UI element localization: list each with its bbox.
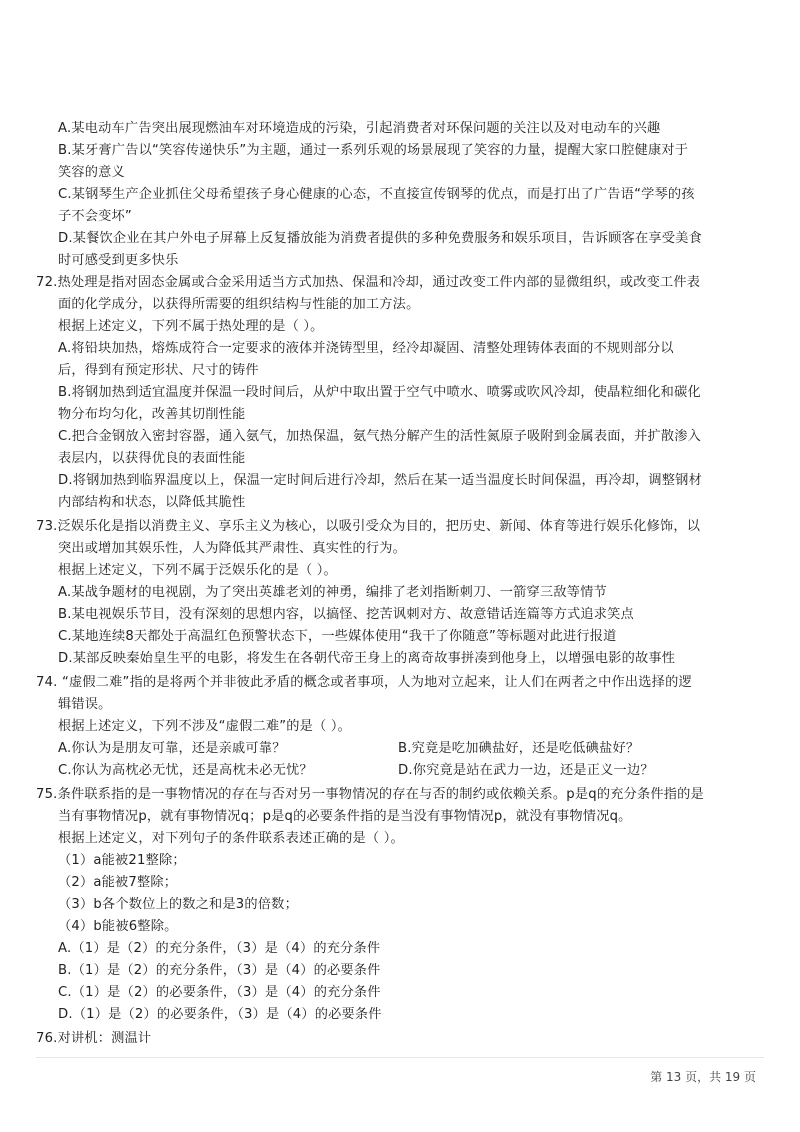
q74-option-b: B.究竟是吃加碘盐好，还是吃低碘盐好？ bbox=[398, 741, 640, 756]
q75-option-b: B.（1）是（2）的充分条件，（3）是（4）的必要条件 bbox=[58, 963, 381, 978]
q71-option-d-cont: 时可感受到更多快乐 bbox=[58, 253, 179, 268]
q72-option-d-cont: 内部结构和状态，以降低其脆性 bbox=[58, 495, 246, 510]
q73-stem: 73.泛娱乐化是指以消费主义、享乐主义为核心，以吸引受众为目的，把历史、新闻、体育等进行娱乐化修饰，以 bbox=[36, 519, 701, 534]
q74-option-d: D.你究竟是站在武力一边，还是正义一边？ bbox=[398, 763, 654, 778]
q72-option-a-cont: 后，得到有预定形状、尺寸的铸件 bbox=[58, 363, 259, 378]
q74-option-a: A.你认为是朋友可靠，还是亲戚可靠？ bbox=[58, 741, 286, 756]
q72-option-c-cont: 表层内，以获得优良的表面性能 bbox=[58, 451, 246, 466]
q75-statement-3: （3）b各个数位上的数之和是3的倍数； bbox=[58, 897, 298, 912]
question-76 bbox=[36, 1028, 764, 1050]
q72-prompt: 根据上述定义，下列不属于热处理的是（ ）。 bbox=[58, 319, 324, 334]
q74-stem: 74. “虚假二难”指的是将两个并非彼此矛盾的概念或者事项，人为地对立起来，让人们在两者之中作出选择的逻 bbox=[36, 675, 692, 690]
q73-option-a: A.某战争题材的电视剧，为了突出英雄老刘的神勇，编排了老刘指断刺刀、一箭穿三敌等情节 bbox=[58, 585, 607, 600]
q73-option-b: B.某电视娱乐节目，没有深刻的思想内容，以搞怪、挖苦讽刺对方、故意错话连篇等方式追求笑点 bbox=[58, 607, 634, 622]
q73-option-c: C.某地连续8天都处于高温红色预警状态下，一些媒体使用“我干了你随意”等标题对此进行报道 bbox=[58, 629, 617, 644]
q73-option-d: D.某部反映秦始皇生平的电影，将发生在各朝代帝王身上的离奇故事拼凑到他身上，以增强电影的故事性 bbox=[58, 651, 676, 666]
q71-option-a: A.某电动车广告突出展现燃油车对环境造成的污染，引起消费者对环保问题的关注以及对电动车的兴趣 bbox=[58, 121, 661, 136]
q72-stem-cont: 面的化学成分，以获得所需要的组织结构与性能的加工方法。 bbox=[58, 297, 420, 312]
q72-option-d: D.将钢加热到临界温度以上，保温一定时间后进行冷却，然后在某一适当温度长时间保温，再冷却，调整钢材 bbox=[58, 473, 702, 488]
q71-options bbox=[36, 118, 764, 272]
q75-statement-2: （2）a能被7整除； bbox=[58, 875, 178, 890]
q75-prompt: 根据上述定义，对下列句子的条件联系表述正确的是（ ）。 bbox=[58, 831, 404, 846]
q75-option-d: D.（1）是（2）的必要条件，（3）是（4）的必要条件 bbox=[58, 1007, 382, 1022]
q71-option-c-cont: 子不会变坏” bbox=[58, 209, 132, 224]
question-72 bbox=[36, 272, 764, 514]
q72-option-b-cont: 物分布均匀化，改善其切削性能 bbox=[58, 407, 246, 422]
q75-option-a: A.（1）是（2）的充分条件，（3）是（4）的充分条件 bbox=[58, 941, 381, 956]
q75-stem-cont: 当有事物情况p，就有事物情况q；p是q的必要条件指的是当没有事物情况p，就没有事物情况q。 bbox=[58, 809, 632, 824]
q73-prompt: 根据上述定义，下列不属于泛娱乐化的是（ ）。 bbox=[58, 563, 337, 578]
q74-prompt: 根据上述定义，下列不涉及“虚假二难”的是（ ）。 bbox=[58, 719, 351, 734]
q74-stem-cont: 辑错误。 bbox=[58, 697, 112, 712]
question-74 bbox=[36, 672, 764, 782]
question-73 bbox=[36, 516, 764, 670]
q71-option-d: D.某餐饮企业在其户外电子屏幕上反复播放能为消费者提供的多种免费服务和娱乐项目，告诉顾客在享受美食 bbox=[58, 231, 702, 246]
q74-option-c: C.你认为高枕必无忧，还是高枕未必无忧？ bbox=[58, 763, 313, 778]
q71-option-c: C.某钢琴生产企业抓住父母希望孩子身心健康的心态，不直接宣传钢琴的优点，而是打出了广告语“学琴的孩 bbox=[58, 187, 695, 202]
footer-divider bbox=[36, 1057, 764, 1058]
q72-option-a: A.将铅块加热，熔炼成符合一定要求的液体并浇铸型里，经冷却凝固、清整处理铸体表面的不规则部分以 bbox=[58, 341, 674, 356]
q73-stem-cont: 突出或增加其娱乐性，人为降低其严肃性、真实性的行为。 bbox=[58, 541, 407, 556]
page-content bbox=[36, 118, 764, 1050]
q72-option-c: C.把合金钢放入密封容器，通入氨气，加热保温，氨气热分解产生的活性氮原子吸附到金属表面，并扩散渗入 bbox=[58, 429, 702, 444]
q75-stem: 75.条件联系指的是一事物情况的存在与否对另一事物情况的存在与否的制约或依赖关系。p是q的充分条件指的是 bbox=[36, 787, 704, 802]
q74-options-row-2 bbox=[36, 760, 764, 782]
q71-option-b: B.某牙膏广告以“笑容传递快乐”为主题，通过一系列乐观的场景展现了笑容的力量，提醒大家口腔健康对于 bbox=[58, 143, 689, 158]
q75-option-c: C.（1）是（2）的必要条件，（3）是（4）的充分条件 bbox=[58, 985, 381, 1000]
question-75 bbox=[36, 784, 764, 1026]
q71-option-b-cont: 笑容的意义 bbox=[58, 165, 125, 180]
q76-stem: 76.对讲机：测温计 bbox=[36, 1031, 152, 1046]
q75-statement-1: （1）a能被21整除； bbox=[58, 853, 186, 868]
page-number: 第 13 页，共 19 页 bbox=[650, 1070, 756, 1084]
q72-stem: 72.热处理是指对固态金属或合金采用适当方式加热、保温和冷却，通过改变工件内部的显微组织，或改变工件表 bbox=[36, 275, 701, 290]
q74-options-row-1 bbox=[36, 738, 764, 760]
q75-statement-4: （4）b能被6整除。 bbox=[58, 919, 178, 934]
q72-option-b: B.将钢加热到适宜温度并保温一段时间后，从炉中取出置于空气中喷水、喷雾或吹风冷却，使晶粒细化和碳化 bbox=[58, 385, 701, 400]
